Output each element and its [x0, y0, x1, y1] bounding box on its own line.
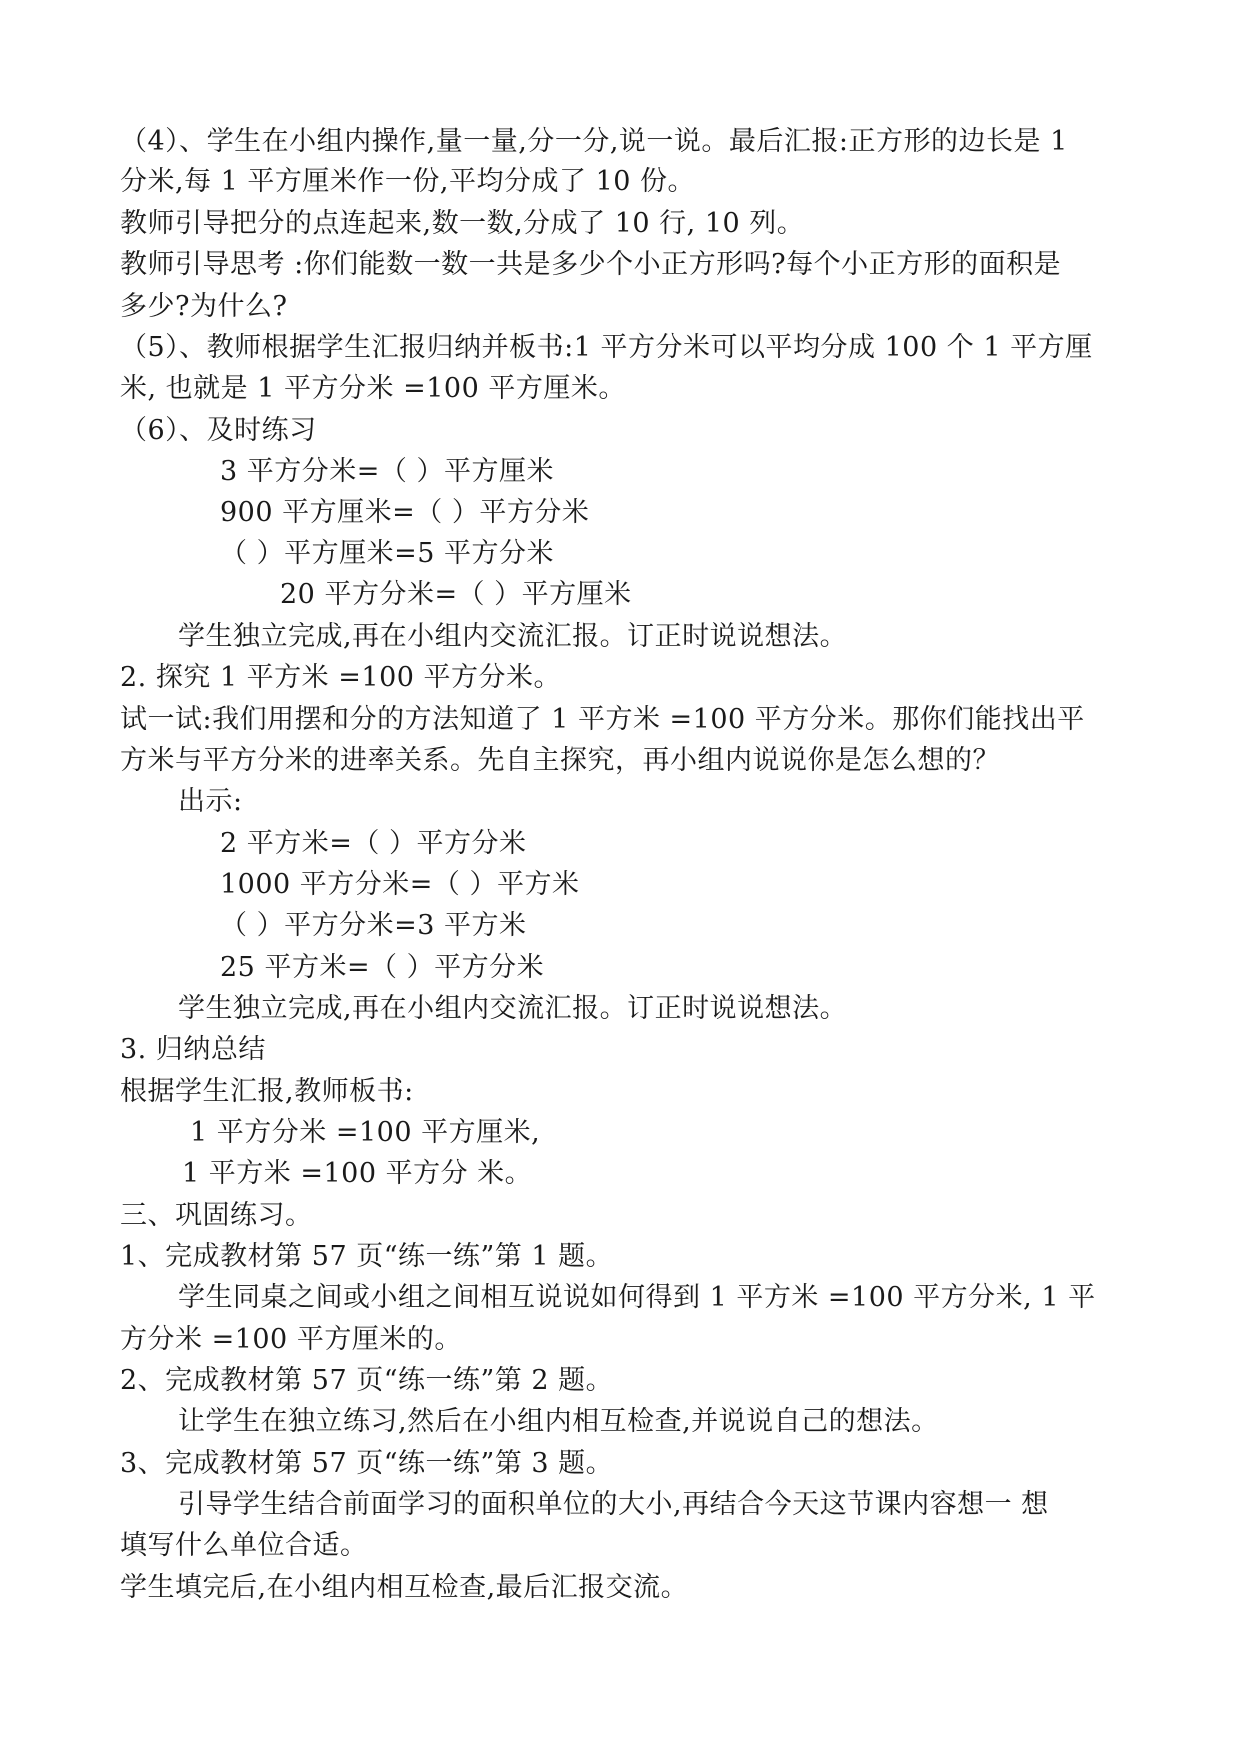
text-line: 教师引导把分的点连起来,数一数,分成了 10 行, 10 列。 — [120, 208, 805, 239]
section-heading: 三、巩固练习。 — [120, 1200, 313, 1231]
text-line: 出示: — [178, 786, 243, 817]
text-line: 根据学生汇报,教师板书: — [120, 1076, 414, 1107]
text-line: 1、完成教材第 57 页“练一练”第 1 题。 — [120, 1241, 614, 1272]
text-line: 米, 也就是 1 平方分米 =100 平方厘米。 — [120, 373, 626, 404]
text-line: 分米,每 1 平方厘米作一份,平均分成了 10 份。 — [120, 166, 696, 197]
exercise-item: 3 平方分米=（ ）平方厘米 — [220, 456, 554, 487]
formula-line: 1 平方分米 =100 平方厘米, — [190, 1117, 541, 1148]
exercise-item: 1000 平方分米=（ ）平方米 — [220, 869, 580, 900]
text-line: 学生独立完成,再在小组内交流汇报。订正时说说想法。 — [178, 621, 848, 652]
exercise-item: （ ）平方分米=3 平方米 — [220, 910, 527, 941]
text-line: 3、完成教材第 57 页“练一练”第 3 题。 — [120, 1448, 614, 1479]
text-line: 填写什么单位合适。 — [120, 1530, 368, 1561]
exercise-item: （ ）平方厘米=5 平方分米 — [220, 538, 554, 569]
text-line: 学生独立完成,再在小组内交流汇报。订正时说说想法。 — [178, 993, 848, 1024]
section-heading: 2. 探究 1 平方米 =100 平方分米。 — [120, 662, 562, 693]
formula-line: 1 平方米 =100 平方分 米。 — [182, 1158, 533, 1189]
text-line: 多少?为什么? — [120, 291, 288, 322]
text-line: 学生填完后,在小组内相互检查,最后汇报交流。 — [120, 1572, 689, 1603]
text-line: 教师引导思考 :你们能数一数一共是多少个小正方形吗?每个小正方形的面积是 — [120, 249, 1062, 280]
text-line: 2、完成教材第 57 页“练一练”第 2 题。 — [120, 1365, 614, 1396]
text-line: 引导学生结合前面学习的面积单位的大小,再结合今天这节课内容想一 想 — [178, 1489, 1049, 1520]
exercise-item: 25 平方米=（ ）平方分米 — [220, 952, 545, 983]
text-line: （5）、教师根据学生汇报归纳并板书:1 平方分米可以平均分成 100 个 1 平方厘 — [120, 332, 1093, 363]
text-line: 学生同桌之间或小组之间相互说说如何得到 1 平方米 =100 平方分米, 1 平 — [178, 1282, 1096, 1313]
exercise-item: 2 平方米=（ ）平方分米 — [220, 828, 527, 859]
text-line: （4）、学生在小组内操作,量一量,分一分,说一说。最后汇报:正方形的边长是 1 — [120, 126, 1068, 157]
section-heading: （6）、及时练习 — [120, 415, 317, 446]
text-line: 方米与平方分米的进率关系。先自主探究，再小组内说说你是怎么想的？ — [120, 745, 1000, 776]
text-line: 让学生在独立练习,然后在小组内相互检查,并说说自己的想法。 — [178, 1406, 939, 1437]
exercise-item: 20 平方分米=（ ）平方厘米 — [280, 579, 632, 610]
text-line: 方分米 =100 平方厘米的。 — [120, 1324, 462, 1355]
text-line: 试一试:我们用摆和分的方法知道了 1 平方米 =100 平方分米。那你们能找出平 — [120, 704, 1085, 735]
section-heading: 3. 归纳总结 — [120, 1034, 266, 1065]
exercise-item: 900 平方厘米=（ ）平方分米 — [220, 497, 590, 528]
